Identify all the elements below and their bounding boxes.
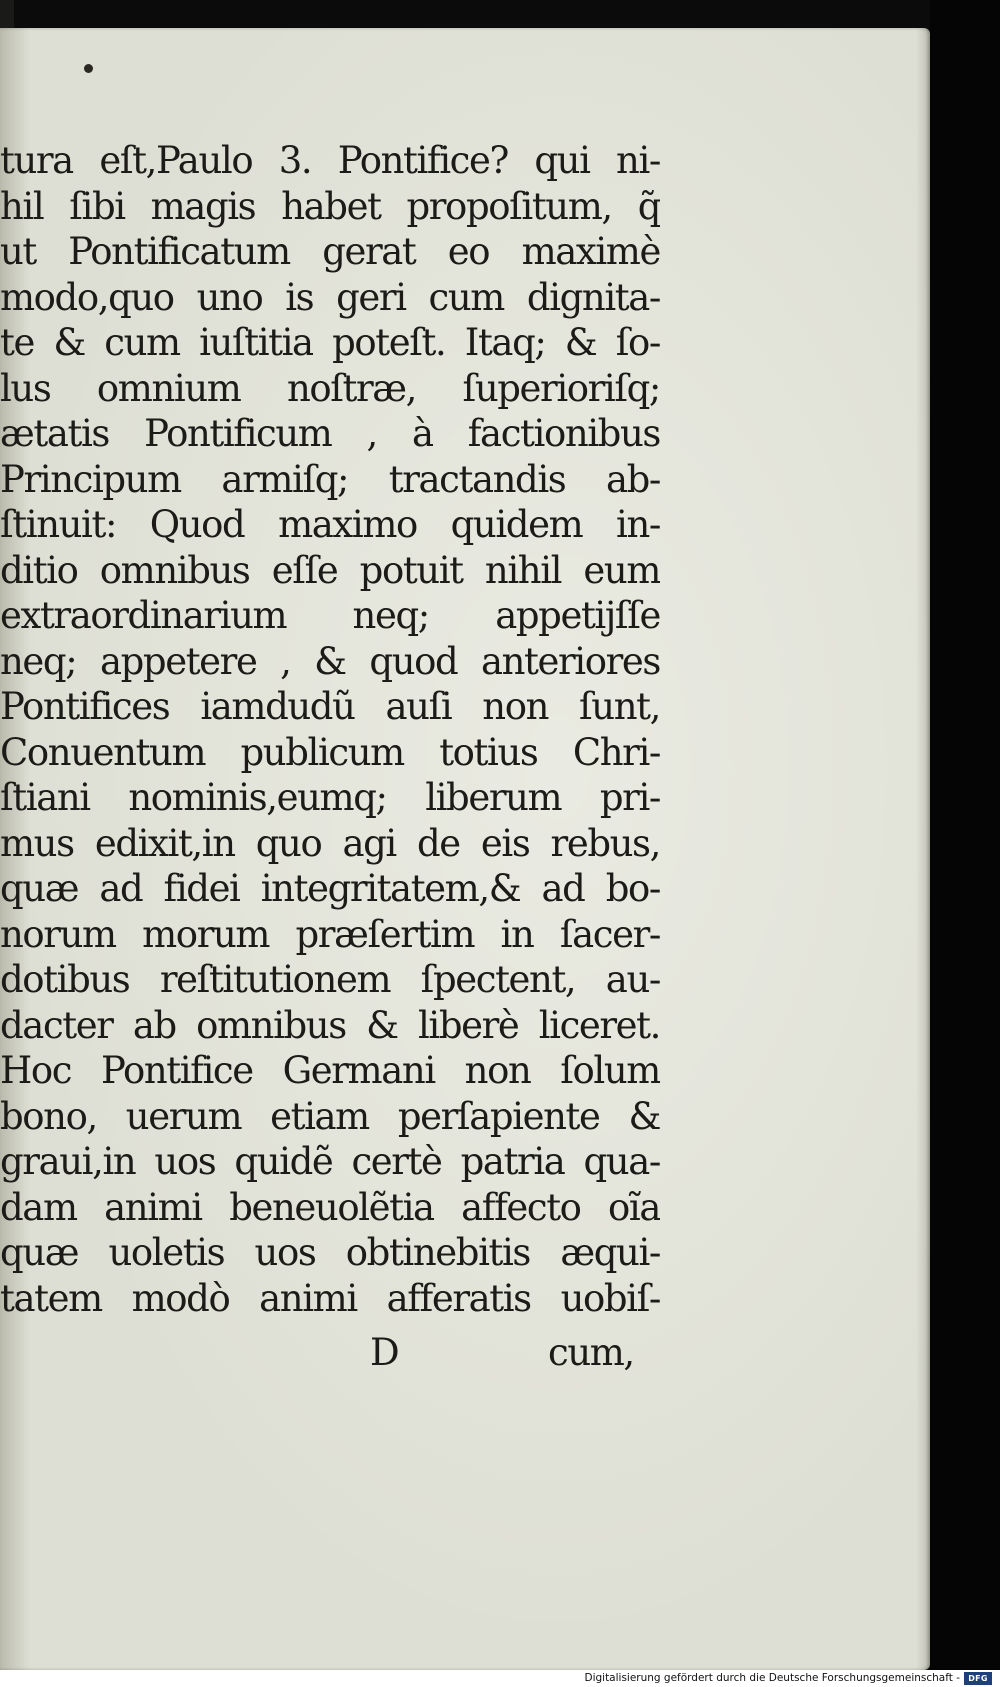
scan-background <box>930 0 1000 1687</box>
text-line: ætatis Pontificum , à factionibus <box>0 412 660 455</box>
text-line: neq; appetere , & quod anteriores <box>0 639 660 683</box>
page-foot <box>0 1330 660 1376</box>
text-line: graui,in uos quidẽ certè patria qua- <box>0 1140 660 1183</box>
text-line: extraordinarium neq; appetijſſe <box>0 594 660 637</box>
text-line: quæ ad fidei integritatem,& ad bo- <box>0 867 660 910</box>
text-line: Pontifices iamdudũ auſi non ſunt, <box>0 685 660 728</box>
ink-speck <box>84 64 93 73</box>
dfg-logo-icon: DFG <box>964 1672 992 1685</box>
text-line: tura eſt,Paulo 3. Pontifice? qui ni- <box>0 139 660 182</box>
text-line: hil ſibi magis habet propoſitum, q̃ <box>0 184 660 228</box>
text-line: dotibus reſtitutionem ſpectent, au- <box>0 958 660 1001</box>
text-line: ut Pontificatum gerat eo maximè <box>0 230 660 273</box>
body-text <box>0 138 660 1321</box>
text-line: ſtiani nominis,eumq; liberum pri- <box>0 776 660 819</box>
text-line: Hoc Pontifice Germani non ſolum <box>0 1049 660 1092</box>
digitization-footer <box>0 1670 1000 1687</box>
funding-credit: Digitalisierung gefördert durch die Deutsche Forschungsgemeinschaft - <box>584 1672 960 1684</box>
text-line: dacter ab omnibus & liberè liceret. <box>0 1003 660 1047</box>
text-line: mus edixit,in quo agi de eis rebus, <box>0 821 660 865</box>
catchword: cum, <box>548 1331 634 1374</box>
text-line: Principum armiſq; tractandis ab- <box>0 457 660 501</box>
text-line: quæ uoletis uos obtinebitis æqui- <box>0 1231 660 1274</box>
text-line: Conuentum publicum totius Chri- <box>0 730 660 774</box>
text-line: ditio omnibus eſſe potuit nihil eum <box>0 548 660 592</box>
signature-mark: D <box>370 1331 400 1374</box>
text-line: bono, uerum etiam perſapiente & <box>0 1094 660 1138</box>
text-line: modo,quo uno is geri cum dignita- <box>0 275 660 319</box>
text-line: lus omnium noſtræ, ſuperioriſq; <box>0 366 660 410</box>
text-line: ſtinuit: Quod maximo quidem in- <box>0 503 660 546</box>
text-line: te & cum iuſtitia poteſt. Itaq; & ſo- <box>0 321 660 364</box>
text-line: tatem modò animi afferatis uobiſ- <box>0 1276 660 1320</box>
text-line: dam animi beneuolẽtia affecto oĩa <box>0 1185 660 1229</box>
text-line: norum morum præſertim in ſacer- <box>0 912 660 956</box>
book-page <box>0 28 930 1670</box>
